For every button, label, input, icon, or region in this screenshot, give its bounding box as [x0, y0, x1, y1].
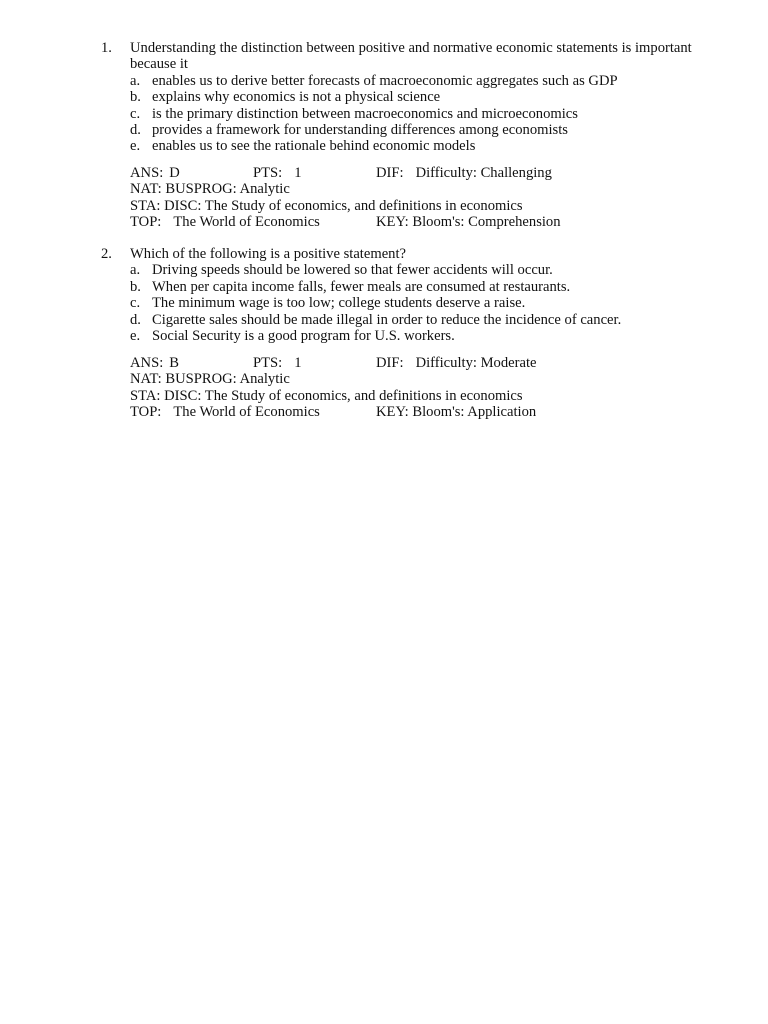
- ans-label: ANS:: [130, 355, 164, 371]
- option-text-b: When per capita income falls, fewer meals are consumed at restaurants.: [152, 278, 571, 295]
- dif-label: DIF:: [376, 165, 404, 181]
- question-number: 1.: [101, 40, 112, 56]
- option-text-d: provides a framework for understanding differences among economists: [152, 122, 568, 138]
- ans-value: B: [169, 355, 179, 371]
- question-stem: Understanding the distinction between positive and normative economic statements is important: [130, 40, 692, 56]
- dif-label: DIF:: [376, 355, 404, 371]
- top-label: TOP:: [130, 214, 162, 231]
- option-letter-e: e.: [130, 328, 141, 344]
- option-text-c: is the primary distinction between macroeconomics and microeconomics: [152, 105, 578, 122]
- option-text-d: Cigarette sales should be made illegal in order to reduce the incidence of cancer.: [152, 311, 622, 328]
- option-letter-e: e.: [130, 138, 141, 155]
- nat-line: NAT: BUSPROG: Analytic: [130, 181, 290, 198]
- option-text-a: enables us to derive better forecasts of macroeconomic aggregates such as GDP: [152, 72, 618, 89]
- nat-line: NAT: BUSPROG: Analytic: [130, 371, 290, 388]
- pts-label: PTS:: [253, 165, 283, 181]
- option-letter-b: b.: [130, 278, 141, 295]
- question-number: 2.: [101, 246, 112, 262]
- top-value: The World of Economics: [173, 214, 320, 231]
- option-text-a: Driving speeds should be lowered so that fewer accidents will occur.: [152, 262, 553, 279]
- ans-label: ANS:: [130, 165, 164, 181]
- option-text-e: Social Security is a good program for U.S. workers.: [152, 328, 455, 344]
- sta-line: STA: DISC: The Study of economics, and definitions in economics: [130, 387, 523, 404]
- option-letter-b: b.: [130, 89, 141, 106]
- dif-value: Difficulty: Challenging: [415, 165, 552, 181]
- pts-value: 1: [294, 165, 302, 181]
- key-line: KEY: Bloom's: Application: [376, 404, 537, 421]
- option-text-c: The minimum wage is too low; college students deserve a raise.: [152, 295, 526, 312]
- top-value: The World of Economics: [173, 404, 320, 421]
- option-letter-a: a.: [130, 72, 141, 89]
- top-label: TOP:: [130, 404, 162, 421]
- question-stem: Which of the following is a positive statement?: [130, 246, 406, 262]
- option-text-e: enables us to see the rationale behind economic models: [152, 138, 476, 155]
- option-text-b: explains why economics is not a physical science: [152, 89, 441, 106]
- option-letter-a: a.: [130, 262, 141, 279]
- option-letter-c: c.: [130, 295, 141, 312]
- dif-value: Difficulty: Moderate: [415, 355, 537, 371]
- pts-label: PTS:: [253, 355, 283, 371]
- option-letter-d: d.: [130, 311, 141, 328]
- question-stem-continued: because it: [130, 56, 188, 73]
- sta-line: STA: DISC: The Study of economics, and definitions in economics: [130, 197, 523, 214]
- key-line: KEY: Bloom's: Comprehension: [376, 214, 561, 231]
- ans-value: D: [169, 165, 180, 181]
- pts-value: 1: [294, 355, 302, 371]
- option-letter-c: c.: [130, 105, 141, 122]
- option-letter-d: d.: [130, 122, 141, 138]
